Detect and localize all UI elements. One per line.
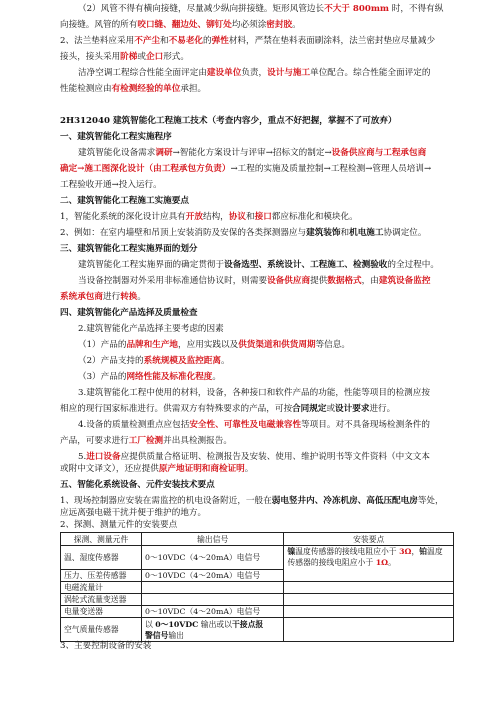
table-row — [61, 618, 454, 642]
text: 协调定位。 — [383, 228, 427, 238]
section-heading: 一、建筑智能化工程实施程序 — [60, 132, 172, 142]
text: →工程的实施及质量控制→工程检测→管理人员培训→ — [230, 164, 432, 174]
bold-text: 铂 — [419, 547, 428, 556]
section-heading: 四、建筑智能化产品选择及质量检查 — [60, 308, 198, 318]
text: 。 — [244, 464, 254, 474]
table-cell: 涡轮式流量变送器 — [61, 594, 142, 606]
table-cell: 0～10VDC（4～20mA）电信号 — [141, 546, 284, 570]
table-header-cell: 探测、测量元件 — [61, 533, 142, 546]
table-cell: 空气质量传感器 — [61, 618, 142, 642]
text: 的全过程中。 — [387, 260, 439, 270]
text: 进行 — [102, 292, 121, 302]
text: （2）产品支持的 — [78, 356, 144, 366]
text: （1）产品的 — [78, 340, 127, 350]
text: 1、现场控制器应安装在需监控的机电设备附近，一般在 — [60, 496, 272, 506]
highlight-text: 不大于 800mm — [324, 4, 390, 14]
highlight-text: 建设单位 — [206, 68, 242, 78]
highlight-text: 接口 — [254, 212, 272, 222]
highlight-text: 进口设备 — [86, 452, 121, 462]
text: →智能化方案设计与评审→招标文的制定→ — [172, 148, 332, 158]
bold-text: 合同规定 — [292, 404, 327, 414]
highlight-text: 1Ω — [375, 558, 389, 567]
text-line: 工程验收开通→投入运行。 — [60, 180, 162, 190]
table-row — [61, 606, 454, 618]
bold-text: 建筑装饰 — [306, 228, 341, 238]
text: 建筑智能化设备需求 — [78, 148, 156, 158]
highlight-text: 密封胶 — [266, 20, 293, 30]
highlight-text: 设备供应商与工程承包商 — [331, 148, 427, 158]
text: 。 — [388, 558, 396, 567]
table-cell: 电量变送器 — [61, 606, 142, 618]
text-line: 3、主要控制设备的安装 — [60, 641, 152, 651]
highlight-text: 企口 — [145, 52, 164, 62]
table-row — [61, 546, 454, 570]
highlight-text: 设备供应商 — [267, 276, 311, 286]
text: 2、法兰垫料应采用 — [60, 36, 135, 46]
bold-text: 设计要求 — [335, 404, 370, 414]
highlight-text: 弹性 — [211, 36, 229, 46]
text: 和 — [340, 228, 350, 238]
bold-text: 机电施工 — [349, 228, 384, 238]
text: 建筑智能化工程实施界面的确定贯彻于 — [78, 260, 225, 270]
text: 温度传感器的接线电阻应小于 — [295, 547, 400, 556]
text: 时，不得有纵 — [389, 4, 444, 14]
sensor-table — [60, 532, 454, 642]
table-row — [61, 594, 454, 606]
text: 向接缝。风管的所有 — [60, 20, 138, 30]
text: 的 — [203, 36, 212, 46]
highlight-text: 转换 — [120, 292, 138, 302]
text: 1，智能化系统的深化设计应具有 — [60, 212, 186, 222]
table-cell — [284, 546, 454, 582]
text: 形式。 — [163, 52, 189, 62]
highlight-text: 咬口缝、翻边处、铆钉处 — [137, 20, 232, 30]
highlight-text: 工厂检测 — [128, 436, 164, 446]
text: 均必须涂 — [231, 20, 267, 30]
text: （3）产品的 — [78, 372, 127, 382]
text: 和 — [160, 36, 169, 46]
table-cell — [141, 618, 284, 642]
section-heading: 三、建筑智能化工程实施界面的划分 — [60, 244, 198, 254]
highlight-text: 不产尘 — [134, 36, 161, 46]
table-cell: 电磁流量计 — [61, 582, 142, 594]
table-cell: 0～10VDC（4～20mA）电信号 — [141, 570, 284, 582]
highlight-text: 设计与施工 — [267, 68, 311, 78]
table-cell: 温、湿度传感器 — [61, 546, 142, 570]
highlight-text: 建筑设备监控 — [378, 276, 431, 286]
table-header-row — [61, 533, 454, 546]
section-heading: 五、智能化系统设备、元件安装技术要点 — [60, 480, 215, 490]
text: 并出具检测报告。 — [163, 436, 232, 446]
table-cell — [284, 606, 454, 618]
text: 当设备控制器对外采用非标准通信协议时，则需要 — [78, 276, 268, 286]
table-header-cell: 输出信号 — [141, 533, 284, 546]
bold-text: 干接点报 — [231, 619, 264, 629]
text: （2）风管不得有横向接缝，尽量减少纵向拼接缝。矩形风管边长 — [78, 4, 325, 14]
highlight-text: 不易老化 — [168, 36, 204, 46]
highlight-text: 确定→施工图深化设计（由工程承包方负责） — [60, 164, 231, 174]
table-cell — [284, 594, 454, 606]
text: 以 — [144, 619, 156, 629]
text-line: 2.建筑智能化产品选择主要考虑的因素 — [78, 324, 224, 334]
text-line: 3.建筑智能化工程中使用的材料，设备，各种接口和软件产品的功能，性能等项目的检测应按 — [78, 388, 430, 398]
highlight-text: 阶梯 — [120, 52, 138, 62]
highlight-text: 系统规模及监控距离 — [143, 356, 221, 366]
text: 材料，严禁在垫料表面刷涂料，法兰密封垫应尽量减少 — [228, 36, 436, 46]
section-title: 2H312040 建筑智能化工程施工技术（考查内容少，重点不好把握，掌握不了可放弃） — [60, 116, 397, 126]
text: 单位配合。综合性能全面评定的 — [310, 68, 431, 78]
text-line: 2、探测、测量元件的安装要点 — [60, 520, 178, 530]
text: 和 — [245, 212, 255, 222]
text: 温度传感器的接线电阻应小于 — [287, 547, 443, 567]
text: ，应用实践以及 — [178, 340, 239, 350]
text: 应提供质量合格证明、检测报告及安装、使用、维护说明书等文件资料（中文文本 — [120, 452, 430, 462]
text: 2、例如：在室内墙壁和吊顶上安装消防及安保的各类探测器应与 — [60, 228, 307, 238]
section-heading: 二、建筑智能化工程施工实施要点 — [60, 196, 189, 206]
text: 结构， — [202, 212, 229, 222]
text: 都应标准化和模块化。 — [271, 212, 358, 222]
text-line — [60, 495, 444, 507]
bold-text: 镍 — [287, 547, 296, 556]
text: 或附中文译文），还应提供 — [60, 464, 159, 474]
bold-text: 警信号 — [144, 630, 169, 640]
highlight-text: 网络性能及标准化程度 — [126, 372, 213, 382]
text: 相应的现行国家标准进行。供需双方有特殊要求的产品，可按 — [60, 404, 293, 414]
text: 等信息。 — [315, 340, 350, 350]
text: 进行。 — [369, 404, 396, 414]
text: 承担。 — [180, 84, 207, 94]
highlight-text: 协议 — [228, 212, 246, 222]
text: 产品，可要求进行 — [60, 436, 129, 446]
highlight-text: 数据格式 — [327, 276, 362, 286]
text: 5. — [78, 452, 87, 462]
text: 。 — [137, 292, 146, 302]
bold-text: 弱电竖井内、冷冻机房、高低压配电房 — [271, 496, 418, 506]
text: 。 — [220, 356, 230, 366]
table-cell — [284, 618, 454, 642]
text: 或 — [326, 404, 336, 414]
text: 洁净空调工程综合性能全面评定由 — [78, 68, 207, 78]
bold-text: 0～10VDC — [155, 619, 199, 629]
highlight-text: 系统承包商 — [60, 292, 103, 302]
highlight-text: 品牌和生产地 — [126, 340, 179, 350]
highlight-text: 调研 — [155, 148, 173, 158]
text: 等处， — [417, 496, 444, 506]
text: 。 — [212, 372, 221, 382]
highlight-text: 供货渠道和供货周期 — [238, 340, 316, 350]
text: 性能检测应由 — [60, 84, 112, 94]
highlight-text: 有检测经验的单位 — [111, 84, 181, 94]
text: 等项目。对不具备现场检测条件的 — [301, 420, 430, 430]
text-line: 应远离强电磁干扰并便于维护的地方。 — [60, 508, 207, 518]
text: ， — [411, 547, 420, 556]
text: 。 — [292, 20, 301, 30]
text: 接头，接头采用 — [60, 52, 121, 62]
table-cell: 压力、压差传感器 — [61, 570, 142, 582]
text: ，由 — [361, 276, 379, 286]
text: 输出 — [168, 630, 184, 640]
bold-text: 设备选型、系统设计、工程施工、检测验收 — [224, 260, 388, 270]
text: 负责， — [241, 68, 268, 78]
highlight-text: 3Ω — [399, 547, 412, 556]
table-cell — [141, 582, 284, 594]
table-row — [61, 582, 454, 594]
highlight-text: 原产地证明和商检证明 — [158, 464, 245, 474]
highlight-text: 开放 — [185, 212, 203, 222]
text: 输出或以 — [198, 619, 232, 629]
table-cell — [141, 594, 284, 606]
text: 4.设备的质量检测重点应包括 — [78, 420, 190, 430]
highlight-text: 安全性、可靠性及电磁兼容性 — [189, 420, 302, 430]
text: 或 — [137, 52, 146, 62]
table-cell: 0～10VDC（4～20mA）电信号 — [141, 606, 284, 618]
text: 提供 — [310, 276, 328, 286]
table-cell — [284, 582, 454, 594]
table-header-cell: 安装要点 — [284, 533, 454, 546]
